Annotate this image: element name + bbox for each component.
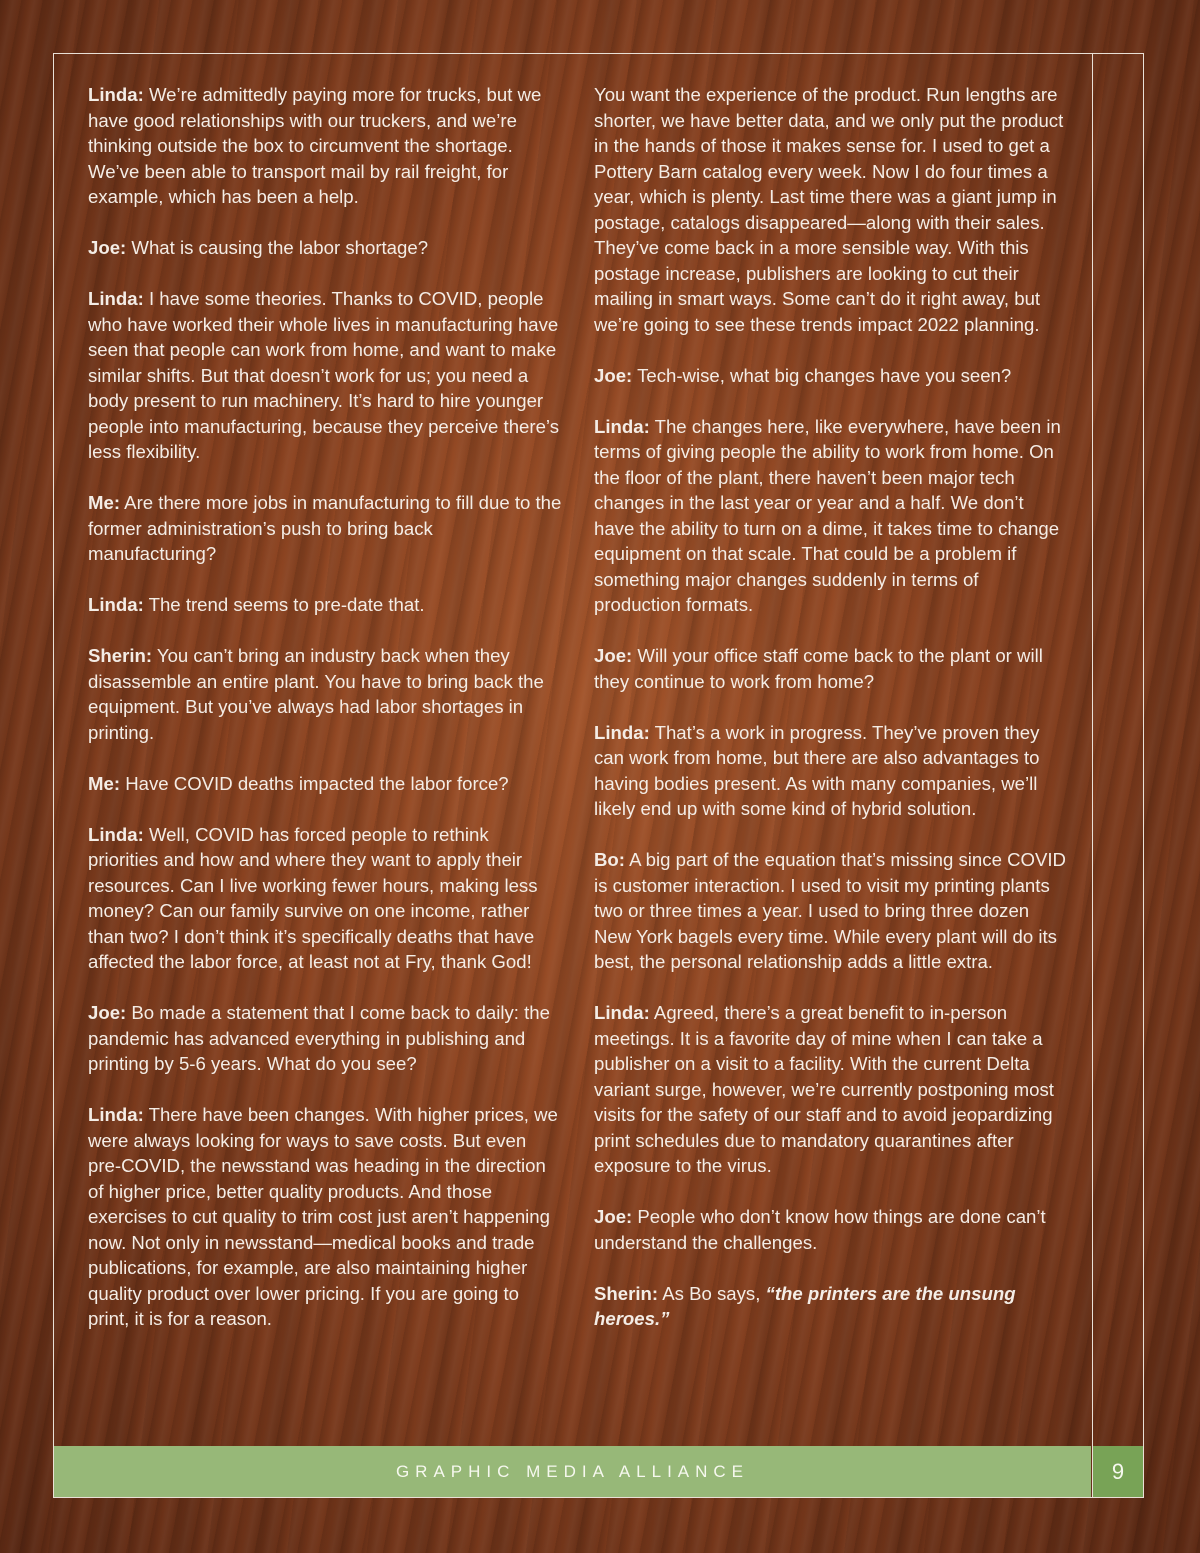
paragraph-text: A big part of the equation that’s missing since COVID is customer interaction. I used to visit my printing plants two or three times a year. I used to bring three dozen New York bagels every time. While every plant will do its best, the personal relationship adds a little extra. <box>594 849 1066 972</box>
paragraph <box>594 1000 1069 1179</box>
speaker-label: Linda: <box>88 594 144 615</box>
paragraph <box>88 592 563 618</box>
speaker-label: Me: <box>88 492 121 513</box>
paragraph <box>88 1000 563 1077</box>
paragraph <box>594 363 1069 389</box>
speaker-label: Sherin: <box>594 1282 659 1304</box>
paragraph <box>594 1204 1069 1255</box>
page-number-box <box>1093 1446 1143 1497</box>
paragraph-text: We’re admittedly paying more for trucks, but we have good relationships with our truckers, and we’re thinking outside the box to circumvent the shortage. We’ve been able to transport mail by rail freight, for example, which has been a help. <box>88 84 542 207</box>
speaker-label: Joe: <box>594 645 633 666</box>
paragraph-text: As Bo says, <box>658 1282 766 1304</box>
paragraph-text: Are there more jobs in manufacturing to fill due to the former administration’s push to bring back manufacturing? <box>88 492 562 564</box>
paragraph-text: Bo made a statement that I come back to daily: the pandemic has advanced everything in publishing and printing by 5-6 years. What do you see? <box>88 1002 550 1074</box>
speaker-label: Linda: <box>88 288 144 309</box>
paragraph-text: You can’t bring an industry back when they disassemble an entire plant. You have to bring back the equipment. But you’ve always had labor shortages in printing. <box>88 645 544 743</box>
paragraph-text: People who don’t know how things are done can’t understand the challenges. <box>594 1206 1046 1253</box>
article-right-column <box>594 82 1069 1357</box>
paragraph <box>88 1102 563 1332</box>
paragraph <box>594 643 1069 694</box>
paragraph-text: That’s a work in progress. They’ve proven they can work from home, but there are also advantages to having bodies present. As with many companies, we’ll likely end up with some kind of hybrid solution. <box>594 721 1040 819</box>
paragraph-text: I have some theories. Thanks to COVID, people who have worked their whole lives in manufacturing have seen that people can work from home, and want to make similar shifts. But that doesn’t work for us; you need a body present to run machinery. It’s hard to hire younger people into manufacturing, because they perceive there’s less flexibility. <box>88 288 559 462</box>
speaker-label: Linda: <box>594 1002 650 1023</box>
paragraph <box>594 414 1069 618</box>
speaker-label: Joe: <box>594 1206 633 1227</box>
paragraph <box>88 771 563 797</box>
paragraph-text: Have COVID deaths impacted the labor force? <box>120 772 509 794</box>
speaker-label: Linda: <box>88 823 144 845</box>
paragraph <box>88 286 563 465</box>
paragraph-text: You want the experience of the product. Run lengths are shorter, we have better data, and we only put the product in the hands of those it makes sense for. I used to get a Pottery Barn catalog every week. Now I do four times a year, which is plenty. Last time there was a giant jump in postage, catalogs disappeared—along with their sales. They’ve come back in a more sensible way. With this postage increase, publishers are looking to cut their mailing in smart ways. Some can’t do it right away, but we’re going to see these trends impact 2022 planning. <box>594 84 1064 335</box>
speaker-label: Linda: <box>88 84 144 105</box>
page-number: 9 <box>1111 1458 1125 1484</box>
paragraph <box>88 235 563 261</box>
speaker-label: Joe: <box>88 237 127 258</box>
speaker-label: Joe: <box>88 1002 127 1023</box>
closing-paragraph <box>594 1281 1069 1332</box>
frame-divider <box>1092 53 1093 1498</box>
publication-title: GRAPHIC MEDIA ALLIANCE <box>395 1461 750 1481</box>
paragraph-text: The changes here, like everywhere, have been in terms of giving people the ability to work from home. On the floor of the plant, there haven’t been major tech changes in the last year or year and a half. We don’t have the ability to turn on a dime, it takes time to change equipment on that scale. That could be a problem if something major changes suddenly in terms of production formats. <box>594 415 1061 615</box>
speaker-label: Bo: <box>594 849 625 870</box>
paragraph-text: There have been changes. With higher prices, we were always looking for ways to save costs. But even pre-COVID, the newsstand was heading in the direction of higher price, better quality products. And those exercises to cut quality to trim cost just aren’t happening now. Not only in newsstand—medical books and trade publications, for example, are also maintaining higher quality product over lower pricing. If you are going to print, it is for a reason. <box>88 1104 558 1329</box>
speaker-label: Sherin: <box>88 645 153 666</box>
speaker-label: Linda: <box>594 415 650 437</box>
paragraph <box>594 82 1069 337</box>
paragraph-text: Well, COVID has forced people to rethink priorities and how and where they want to apply their resources. Can I live working fewer hours, making less money? Can our family survive on one income, rather than two? I don’t think it’s specifically deaths that have affected the labor force, at least not at Fry, thank God! <box>88 823 538 972</box>
paragraph-text: Tech-wise, what big changes have you seen? <box>632 364 1012 386</box>
paragraph-text: Agreed, there’s a great benefit to in-person meetings. It is a favorite day of mine when I can take a publisher on a visit to a facility. With the current Delta variant surge, however, we’re currently postponing most visits for the safety of our staff and to avoid jeopardizing print schedules due to mandatory quarantines after exposure to the virus. <box>594 1002 1054 1176</box>
paragraph <box>88 822 563 975</box>
speaker-label: Linda: <box>88 1104 144 1125</box>
paragraph-text: The trend seems to pre-date that. <box>143 594 425 615</box>
speaker-label: Me: <box>88 772 121 794</box>
footer-bar <box>54 1446 1091 1497</box>
article-left-column <box>88 82 563 1357</box>
paragraph-text: Will your office staff come back to the plant or will they continue to work from home? <box>594 645 1043 692</box>
speaker-label: Joe: <box>594 364 633 386</box>
paragraph <box>594 847 1069 975</box>
speaker-label: Linda: <box>594 721 650 743</box>
paragraph <box>88 82 563 210</box>
paragraph <box>88 643 563 745</box>
paragraph-text: What is causing the labor shortage? <box>126 237 429 258</box>
pull-quote: “the printers are the unsung heroes.” <box>594 1282 1016 1329</box>
paragraph <box>88 490 563 567</box>
paragraph <box>594 720 1069 822</box>
